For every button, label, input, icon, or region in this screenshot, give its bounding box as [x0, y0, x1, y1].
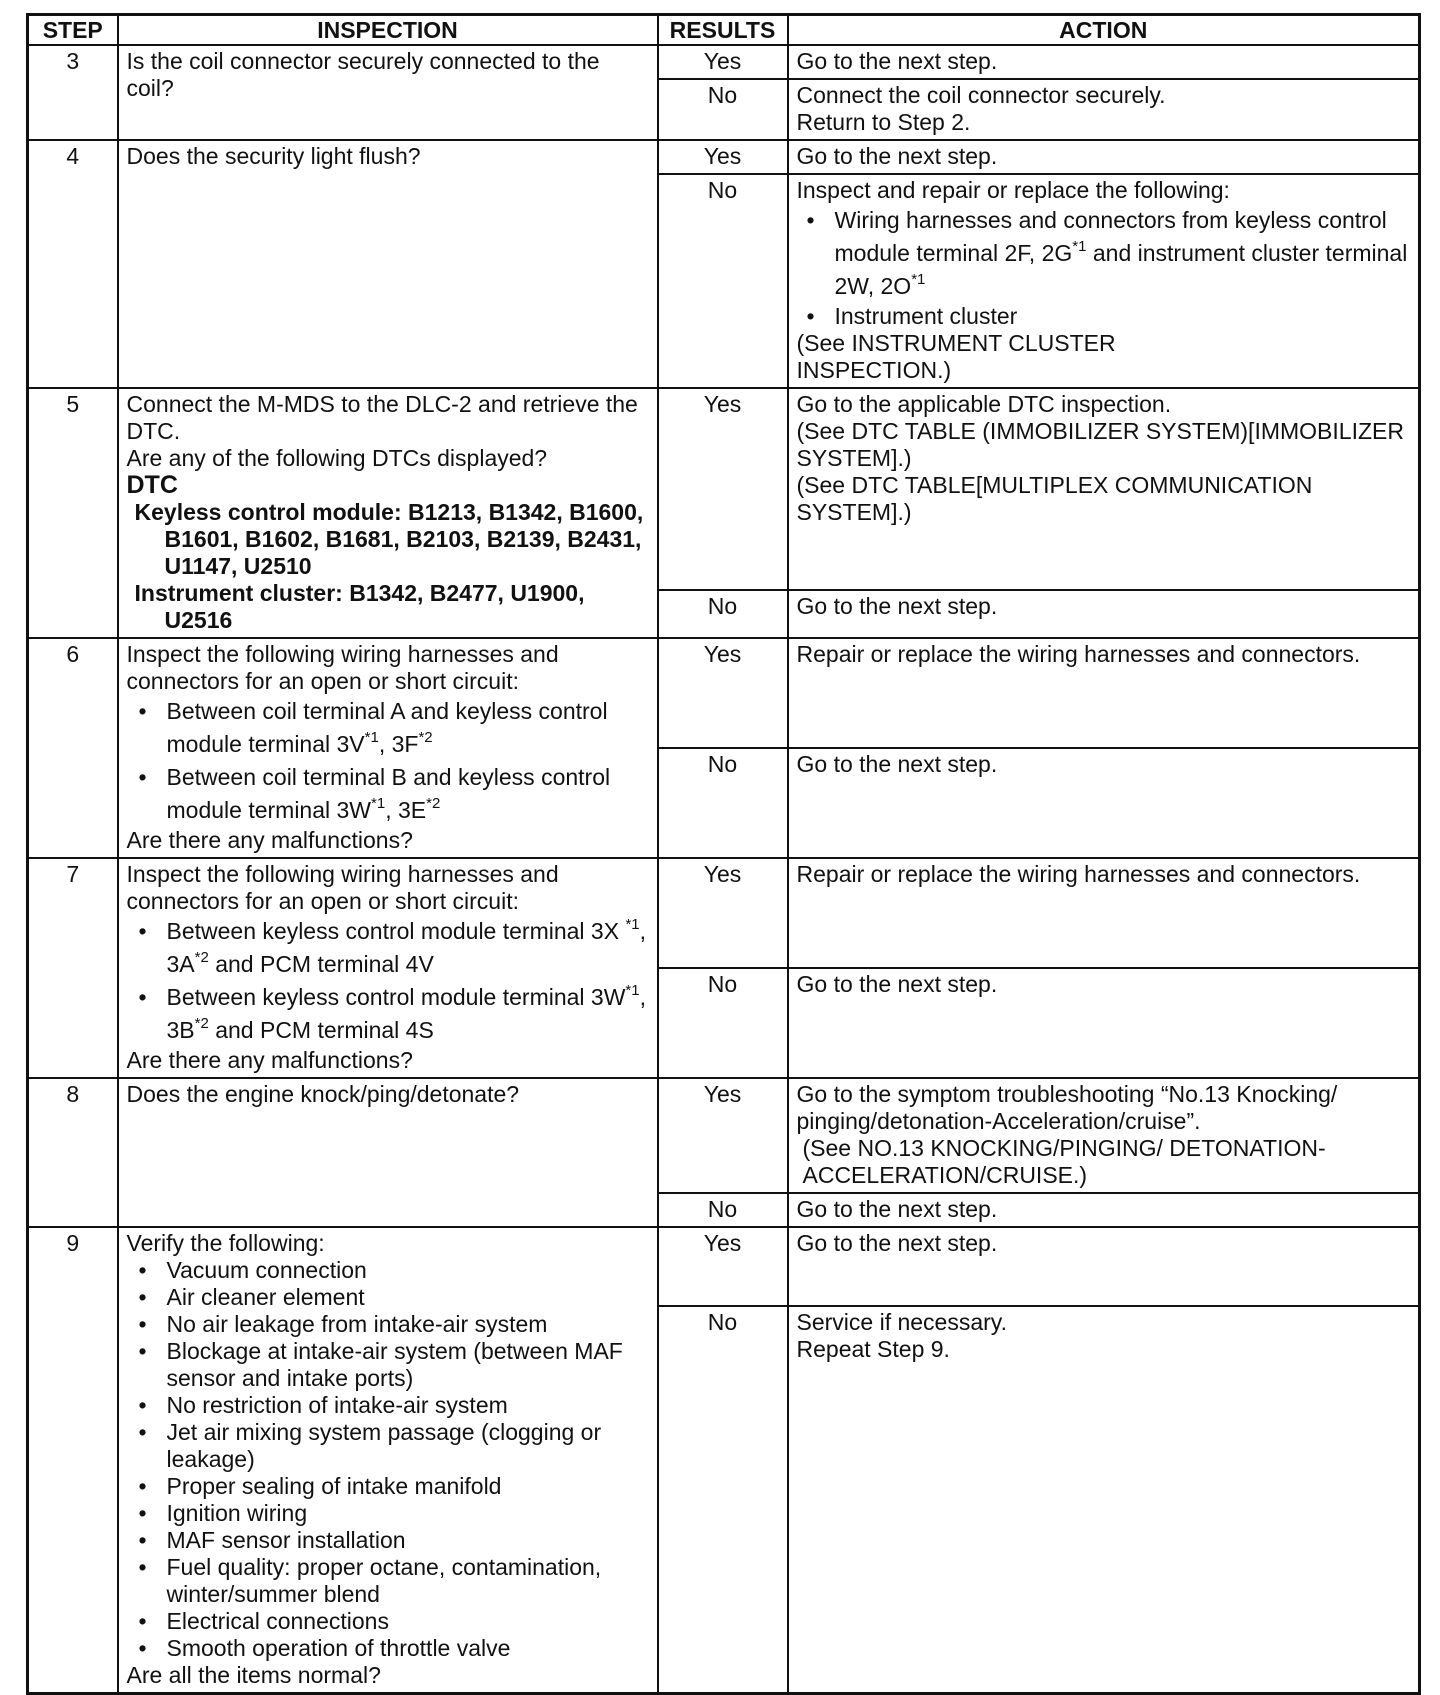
- step-5-dtc-heading: DTC: [126, 471, 178, 499]
- step-3-result-no: No: [658, 79, 788, 140]
- step-6-insp-list: [127, 695, 649, 827]
- header-inspection: INSPECTION: [118, 15, 658, 46]
- step-5-action-yes: [788, 388, 1420, 590]
- step-4-yes-row: [28, 140, 1420, 174]
- list-item: • MAF sensor installation: [127, 1527, 649, 1554]
- list-item: • Vacuum connection: [127, 1257, 649, 1284]
- step-8-inspection: Does the engine knock/ping/detonate?: [118, 1078, 658, 1227]
- step-7-yes-row: [28, 858, 1420, 968]
- step-6-insp-intro: Inspect the following wiring harnesses and connectors for an open or short circuit:: [126, 641, 559, 694]
- step-5-yes-row: [28, 388, 1420, 590]
- step-3-number: 3: [28, 45, 118, 140]
- step-6-result-yes: Yes: [658, 638, 788, 748]
- step-7-item-a-mid: , 3A: [166, 918, 647, 977]
- header-step: STEP: [28, 15, 118, 46]
- step-9-action-yes: Go to the next step.: [788, 1227, 1420, 1306]
- step-6-item-b-mid: , 3E: [385, 797, 427, 823]
- step-7-insp-list: [127, 915, 649, 1047]
- step-5-result-yes: Yes: [658, 388, 788, 590]
- step-4-action-no: [788, 174, 1420, 388]
- step-5-yes-line1: Go to the applicable DTC inspection.: [796, 391, 1172, 417]
- list-item: • Ignition wiring: [127, 1500, 649, 1527]
- step-9-insp-intro: Verify the following:: [126, 1230, 325, 1256]
- step-4-action-item-harness: [797, 204, 1411, 303]
- header-action: ACTION: [788, 15, 1420, 46]
- step-8-action-yes: [788, 1078, 1420, 1193]
- step-7-item-b-mid: , 3B: [166, 984, 646, 1043]
- step-6-inspection: [118, 638, 658, 858]
- step-8-yes-line1: Go to the symptom troubleshooting “No.13 Knocking/ pinging/detonation-Acceleration/cruise”.: [796, 1081, 1338, 1134]
- step-7-item-a-end: and PCM terminal 4V: [208, 951, 434, 977]
- step-9-inspection: [118, 1227, 658, 1694]
- header-results: RESULTS: [658, 15, 788, 46]
- step-6-item-a-mid: , 3F: [378, 731, 419, 757]
- step-9-action-no: [788, 1306, 1420, 1694]
- step-4-see-line2: INSPECTION.): [796, 357, 952, 383]
- step-3-action-no-line2: Return to Step 2.: [796, 109, 971, 135]
- step-5-insp-line2: Are any of the following DTCs displayed?: [126, 445, 548, 471]
- list-item: • No air leakage from intake-air system: [127, 1311, 649, 1338]
- table-header-row: [28, 15, 1420, 46]
- step-4-number: 4: [28, 140, 118, 388]
- step-9-action-no-line1: Service if necessary.: [796, 1309, 1007, 1335]
- step-7-inspection: [118, 858, 658, 1078]
- step-4-action-intro: Inspect and repair or replace the following:: [796, 177, 1230, 203]
- step-6-number: 6: [28, 638, 118, 858]
- step-6-action-no: Go to the next step.: [788, 748, 1420, 858]
- step-9-result-no: No: [658, 1306, 788, 1694]
- step-9-yes-row: [28, 1227, 1420, 1306]
- footnote-ref: *1: [364, 729, 379, 746]
- footnote-ref: *2: [194, 1015, 209, 1032]
- inspection-table-page: [26, 13, 1418, 1695]
- step-3-action-no-line1: Connect the coil connector securely.: [796, 82, 1166, 108]
- step-4-result-yes: Yes: [658, 140, 788, 174]
- step-7-insp-intro: Inspect the following wiring harnesses and connectors for an open or short circuit:: [126, 861, 559, 914]
- inspection-table: [26, 13, 1421, 1695]
- step-4-harness-text-b: and instrument cluster terminal 2W, 2O: [834, 240, 1408, 299]
- step-8-number: 8: [28, 1078, 118, 1227]
- list-item: • Jet air mixing system passage (clogging or leakage): [127, 1419, 649, 1473]
- step-7-item-b-end: and PCM terminal 4S: [208, 1017, 434, 1043]
- step-7-item-b-text: Between keyless control module terminal 3W: [166, 984, 626, 1010]
- step-5-dtc-keyless: Keyless control module: B1213, B1342, B1600, B1601, B1602, B1681, B2103, B2139, B2431, U1147, U2510: [134, 499, 644, 579]
- footnote-ref: *1: [1072, 238, 1087, 255]
- step-6-insp-item-a: [127, 695, 649, 761]
- list-item: • Fuel quality: proper octane, contamination, winter/summer blend: [127, 1554, 649, 1608]
- step-5-number: 5: [28, 388, 118, 638]
- step-3-action-yes: Go to the next step.: [788, 45, 1420, 79]
- step-7-action-yes: Repair or replace the wiring harnesses and connectors.: [788, 858, 1420, 968]
- step-6-item-a-text: Between coil terminal A and keyless control module terminal 3V: [166, 698, 608, 757]
- footnote-ref: *2: [426, 795, 441, 812]
- step-5-yes-line3: (See DTC TABLE[MULTIPLEX COMMUNICATION SYSTEM].): [796, 472, 1313, 525]
- step-5-insp-line1: Connect the M-MDS to the DLC-2 and retrieve the DTC.: [126, 391, 638, 444]
- step-6-result-no: No: [658, 748, 788, 858]
- footnote-ref: *1: [625, 982, 640, 999]
- step-4-see-line1: (See INSTRUMENT CLUSTER: [796, 330, 1116, 356]
- step-6-insp-item-b: [127, 761, 649, 827]
- step-9-result-yes: Yes: [658, 1227, 788, 1306]
- step-5-result-no: No: [658, 590, 788, 638]
- step-7-question: Are there any malfunctions?: [126, 1047, 413, 1073]
- step-4-inspection: Does the security light flush?: [118, 140, 658, 388]
- list-item: • Proper sealing of intake manifold: [127, 1473, 649, 1500]
- step-8-result-yes: Yes: [658, 1078, 788, 1193]
- step-3-result-yes: Yes: [658, 45, 788, 79]
- step-9-question: Are all the items normal?: [126, 1662, 381, 1688]
- list-item: • No restriction of intake-air system: [127, 1392, 649, 1419]
- footnote-ref: *1: [371, 795, 386, 812]
- footnote-ref: *1: [625, 916, 640, 933]
- step-6-action-yes: Repair or replace the wiring harnesses and connectors.: [788, 638, 1420, 748]
- step-6-question: Are there any malfunctions?: [126, 827, 413, 853]
- step-4-harness-text-a: Wiring harnesses and connectors from keyless control module terminal 2F, 2G: [834, 207, 1387, 266]
- list-item: • Air cleaner element: [127, 1284, 649, 1311]
- footnote-ref: *1: [911, 271, 926, 288]
- step-9-number: 9: [28, 1227, 118, 1694]
- step-3-inspection: Is the coil connector securely connected to the coil?: [118, 45, 658, 140]
- step-3-yes-row: [28, 45, 1420, 79]
- step-5-action-no: Go to the next step.: [788, 590, 1420, 638]
- step-7-item-a-text: Between keyless control module terminal 3X: [166, 918, 620, 944]
- step-7-result-no: No: [658, 968, 788, 1078]
- step-7-number: 7: [28, 858, 118, 1078]
- step-6-yes-row: [28, 638, 1420, 748]
- list-item: • Blockage at intake-air system (between MAF sensor and intake ports): [127, 1338, 649, 1392]
- step-7-result-yes: Yes: [658, 858, 788, 968]
- step-8-yes-line2: (See NO.13 KNOCKING/PINGING/ DETONATION-ACCELERATION/CRUISE.): [802, 1135, 1326, 1188]
- step-6-item-b-text: Between coil terminal B and keyless control module terminal 3W: [166, 764, 611, 823]
- step-5-inspection: [118, 388, 658, 638]
- footnote-ref: *2: [194, 949, 209, 966]
- step-8-action-no: Go to the next step.: [788, 1193, 1420, 1227]
- step-5-dtc-cluster: Instrument cluster: B1342, B2477, U1900, U2516: [134, 580, 585, 633]
- step-7-action-no: Go to the next step.: [788, 968, 1420, 1078]
- list-item: • Smooth operation of throttle valve: [127, 1635, 649, 1662]
- step-4-action-list: [797, 204, 1411, 330]
- step-8-result-no: No: [658, 1193, 788, 1227]
- step-4-action-yes: Go to the next step.: [788, 140, 1420, 174]
- step-8-yes-row: [28, 1078, 1420, 1193]
- step-9-action-no-line2: Repeat Step 9.: [796, 1336, 950, 1362]
- step-4-result-no: No: [658, 174, 788, 388]
- step-4-action-item-cluster: • Instrument cluster: [797, 303, 1411, 330]
- step-7-insp-item-a: [127, 915, 649, 981]
- step-5-yes-line2: (See DTC TABLE (IMMOBILIZER SYSTEM)[IMMOBILIZER SYSTEM].): [796, 418, 1404, 471]
- list-item: • Electrical connections: [127, 1608, 649, 1635]
- footnote-ref: *2: [418, 729, 433, 746]
- step-7-insp-item-b: [127, 981, 649, 1047]
- step-9-verify-list: [127, 1257, 649, 1662]
- step-3-action-no: [788, 79, 1420, 140]
